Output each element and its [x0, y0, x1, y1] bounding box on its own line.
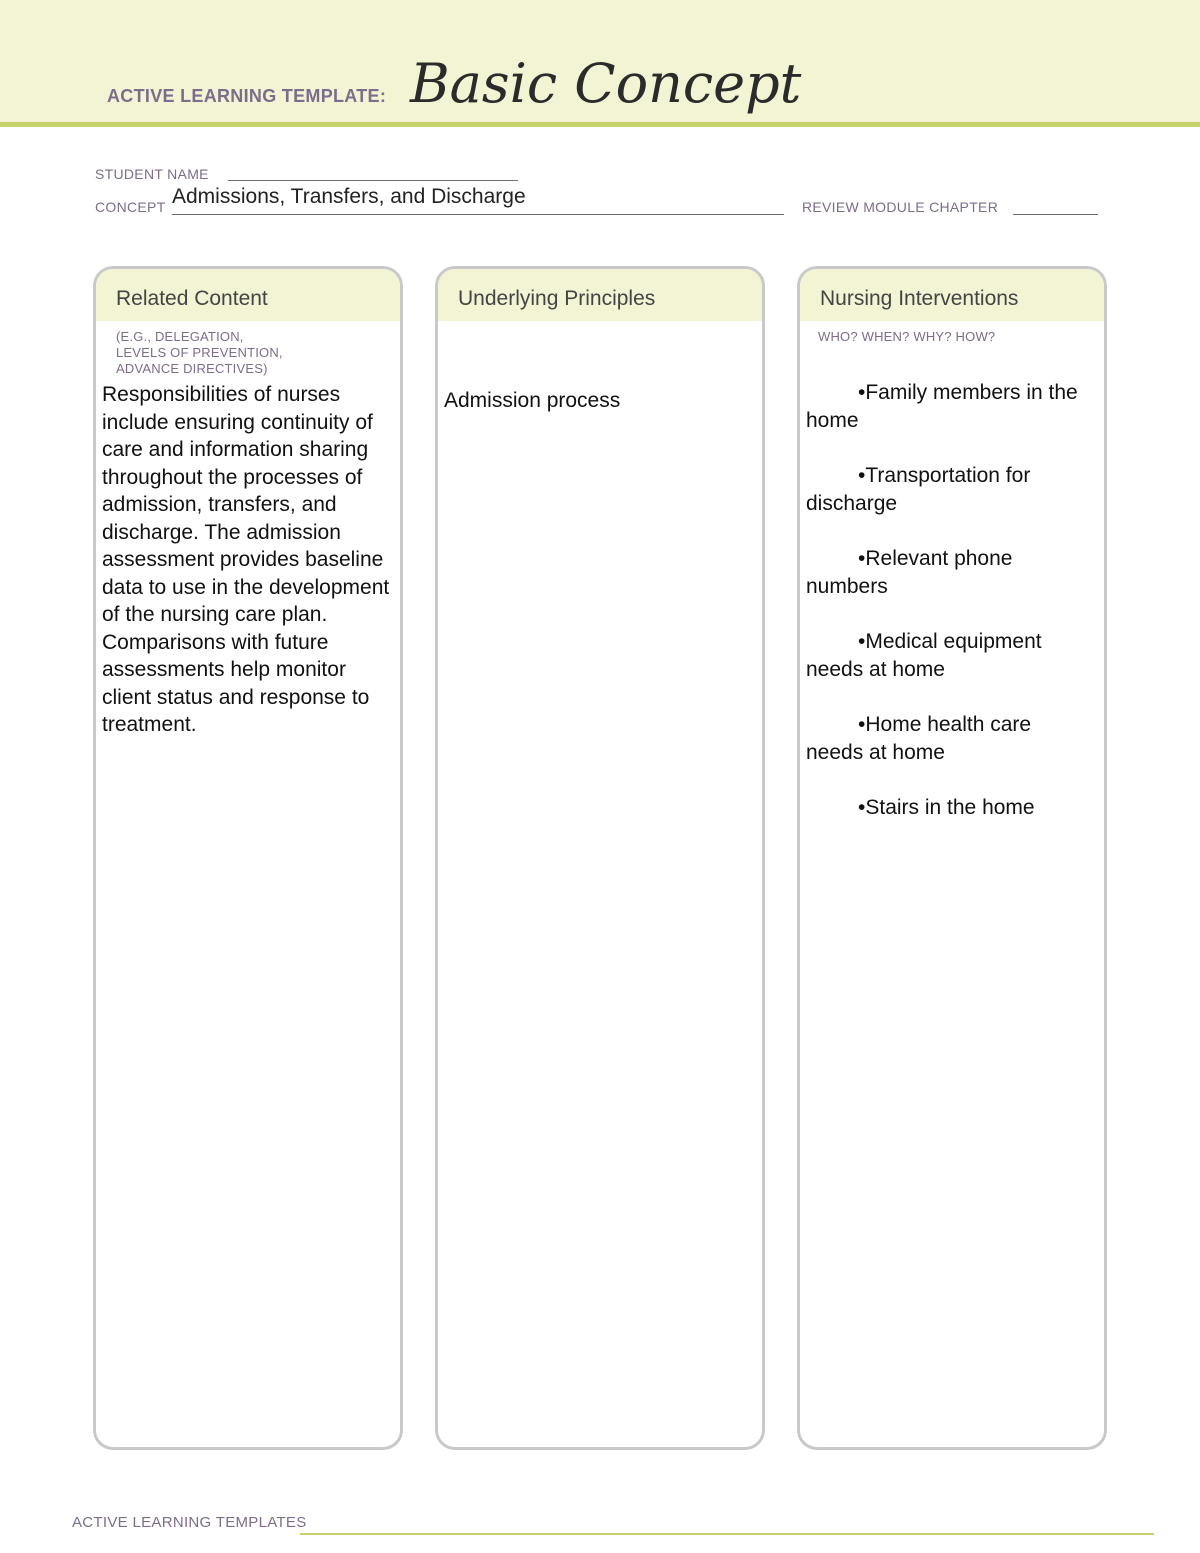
intervention-item: •Transportation for discharge — [806, 464, 1031, 515]
template-label: ACTIVE LEARNING TEMPLATE: — [107, 86, 387, 106]
intervention-item: •Family members in the home — [806, 381, 1078, 432]
nursing-interventions-subtitle: WHO? WHEN? WHY? HOW? — [818, 329, 996, 344]
underlying-principles-body[interactable]: Admission process — [444, 389, 621, 412]
underlying-principles-card — [435, 266, 765, 1450]
student-name-label: STUDENT NAME — [95, 166, 209, 182]
template-title: Basic Concept — [410, 52, 802, 115]
review-module-field[interactable] — [1013, 214, 1098, 215]
underlying-principles-title: Underlying Principles — [438, 269, 762, 321]
related-content-subtitle: (E.G., DELEGATION, LEVELS OF PREVENTION, ADVANCE DIRECTIVES) — [116, 329, 283, 376]
concept-field[interactable] — [172, 214, 784, 215]
header-rule — [0, 122, 1200, 127]
concept-value: Admissions, Transfers, and Discharge — [172, 185, 526, 208]
related-content-body[interactable]: Responsibilities of nurses include ensuring continuity of care and information sharing throughout the processes of admission, transfers, and discharge. The admission assessment provides baseline data to use in the development of the nursing care plan. Comparisons with future assessments help monitor client status and response to treatment. — [102, 383, 390, 736]
student-name-field[interactable] — [228, 180, 518, 181]
related-content-card — [93, 266, 403, 1450]
intervention-item: •Relevant phone numbers — [806, 547, 1013, 598]
footer-rule — [300, 1533, 1154, 1535]
intervention-item: •Home health care needs at home — [806, 713, 1032, 764]
footer-text: ACTIVE LEARNING TEMPLATES — [72, 1514, 307, 1531]
nursing-interventions-card — [797, 266, 1107, 1450]
review-module-label: REVIEW MODULE CHAPTER — [802, 199, 999, 215]
intervention-item: •Stairs in the home — [858, 796, 1035, 819]
nursing-interventions-title: Nursing Interventions — [800, 269, 1104, 321]
concept-label: CONCEPT — [95, 199, 166, 215]
intervention-item: •Medical equipment needs at home — [806, 630, 1042, 681]
nursing-interventions-list[interactable] — [800, 345, 1104, 822]
related-content-title: Related Content — [96, 269, 400, 321]
